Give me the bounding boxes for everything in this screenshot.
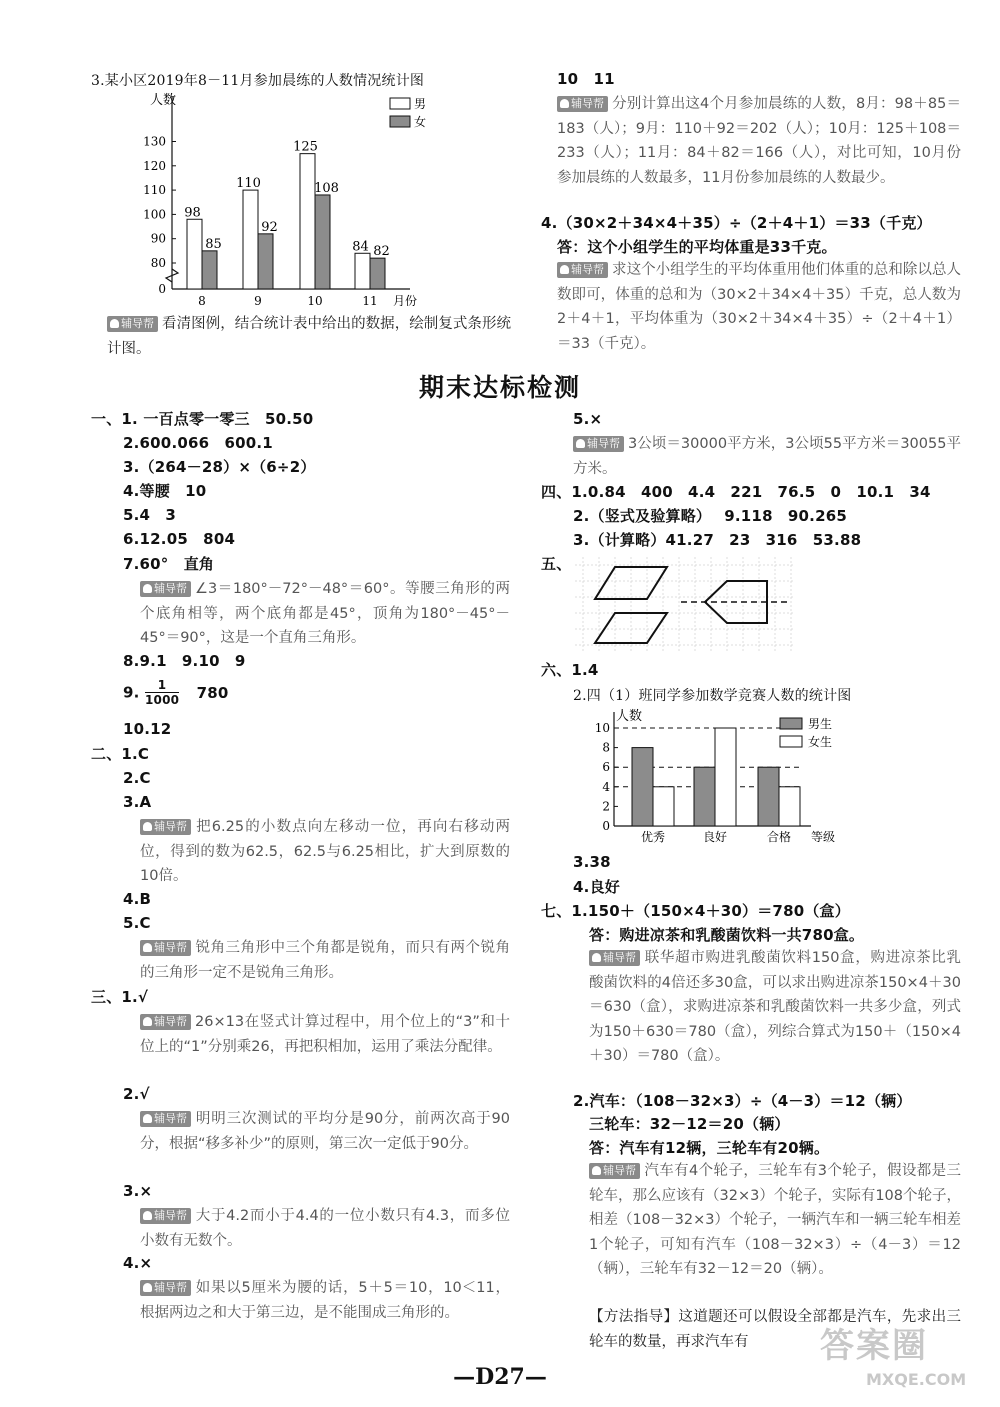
y-tick-label: 0 [602,819,610,833]
tip-badge: 辅导帮 [140,940,191,956]
legend-swatch [390,98,410,109]
y-tick-label: 120 [143,158,166,173]
page-number: —D27— [453,1364,547,1390]
x-tick-label: 良好 [702,830,728,844]
r-s4-3: 3.（计算略）41.27 23 316 53.88 [573,531,862,549]
r-tip-1: 辅导帮 分别计算出这4个月参加晨练的人数，8月：98＋85＝183（人）；9月：110＋92＝202（人）；10月：125＋108＝233（人）；11月：84＋82＝166（人），对比可知，10月份参加晨练的人数最多，11月份参加晨练的人数最少。 [557,96,961,186]
l-s2-4: 4.B [123,890,152,908]
bar-男 [355,253,370,289]
legend-label: 男生 [808,717,833,731]
transform-grid-figure [575,557,795,653]
data-label: 84 [352,239,369,255]
y-tick-label: 6 [602,760,610,775]
data-label: 108 [314,180,339,196]
bar-女生 [779,787,800,826]
l-s3-1: 三、1.√ [91,988,149,1006]
bar-女 [315,195,330,289]
l-s1-9: 9. $\frac{1}{1000}$ 780 [123,678,229,707]
helper-icon [560,265,569,274]
tip-badge: 辅导帮 [140,1111,191,1127]
r-s4-2: 2.（竖式及验算略） 9.118 90.265 [573,507,847,525]
y-tick-label: 110 [143,183,166,198]
x-axis-label: 月份 [393,294,418,308]
tip-badge: 辅导帮 [557,262,608,278]
helper-icon [143,584,152,593]
tip-badge: 辅导帮 [573,436,624,452]
y-tick-label: 10 [594,721,610,735]
l-s2-5: 5.C [123,914,151,932]
method-guide: 【方法指导】这道题还可以假设全部都是汽车，先求出三轮车的数量，再求汽车有 [589,1309,961,1350]
helper-icon [592,953,601,962]
helper-icon [576,439,585,448]
bar-女 [370,258,385,289]
bar-男生 [632,748,653,826]
legend-swatch [780,718,802,729]
fraction: $\frac{1}{1000}$ [144,678,180,707]
l-s1-2: 2.600.066 600.1 [123,434,273,452]
tip-7: 辅导帮 ∠3＝180°－72°－48°＝60°。等腰三角形的两个底角相等，两个底角都是45°，顶角为180°－45°－45°＝90°，这是一个直角三角形。 [140,581,510,646]
l-s1-5: 5.4 3 [123,506,177,524]
x-tick-label: 11 [362,294,378,308]
helper-icon [143,822,152,831]
x-tick-label: 8 [198,294,206,308]
l-s2-3: 3.A [123,793,152,811]
tip-s3-3: 辅导帮 大于4.2而小于4.4的一位小数只有4.3，而多位小数有无数个。 [140,1208,510,1249]
tip-badge: 辅导帮 [140,1208,191,1224]
helper-icon [560,99,569,108]
x-tick-label: 9 [254,294,262,308]
helper-icon [143,1283,152,1292]
l-s3-2: 2.√ [123,1085,150,1103]
x-tick-label: 优秀 [640,830,666,844]
legend-label: 男 [414,97,427,111]
legend-label: 女 [414,115,427,129]
r-s6-4: 4.良好 [573,878,620,896]
tip-s3-5: 辅导帮 3公顷＝30000平方米，3公顷55平方米＝30055平方米。 [573,436,961,477]
l-s2-1: 二、1.C [91,745,150,763]
bar-男生 [694,767,715,826]
bar-女生 [653,787,674,826]
bar-男生 [758,767,779,826]
grid-lines [575,557,795,653]
r-s6-3: 3.38 [573,853,611,871]
morning-exercise-chart [110,88,440,310]
tip-s3-1: 辅导帮 26×13在竖式计算过程中，用个位上的“3”和十位上的“1”分别乘26，再把积相加，运用了乘法分配律。 [140,1014,510,1055]
y-tick-label: 8 [602,740,610,755]
x-tick-label: 合格 [766,830,792,844]
tip-badge: 辅导帮 [140,1014,191,1030]
tip-s2-5: 辅导帮 锐角三角形中三个角都是锐角，而只有两个锐角的三角形一定不是锐角三角形。 [140,940,510,981]
r-s3-5: 5.× [573,410,603,428]
tip-s2-3: 辅导帮 把6.25的小数点向左移动一位，再向右移动两位，得到的数为62.5，62.5与6.25相比，扩大到原数的10倍。 [140,819,510,884]
tip-s7-1: 辅导帮 联华超市购进乳酸菌饮料150盒，购进凉茶比乳酸菌饮料的4倍还多30盒，可以求出购进凉茶150×4＋30＝630（盒），求购进凉茶和乳酸菌饮料一共多少盒，列式为150＋630＝780（盒），列综合算式为150＋（150×4＋30）＝780（盒）。 [589,950,961,1064]
tip-badge: 辅导帮 [140,1280,191,1296]
l-s2-2: 2.C [123,769,151,787]
helper-icon [143,1211,152,1220]
data-label: 92 [261,219,278,235]
watermark-text: 答案圈 [820,1326,928,1366]
q3-chart-caption: 3.某小区2019年8－11月参加晨练的人数情况统计图 [91,73,425,89]
r-q4: 4.（30×2＋34×4＋35）÷（2＋4＋1）＝33（千克） [541,214,932,232]
watermark-url: MXQE.COM [866,1370,967,1389]
l-s1-4: 4.等腰 10 [123,482,207,500]
y-tick-label: 2 [602,799,610,814]
x-axis-label: 等级 [811,830,836,844]
l-s1-7: 7.60° 直角 [123,555,215,573]
legend-swatch [390,116,410,127]
l-s1-10: 10.12 [123,720,172,738]
bar-男 [300,154,315,289]
helper-icon [143,943,152,952]
l-s1-1: 一、1. 一百点零一零三 50.50 [91,410,314,428]
r-q4-answer: 答：这个小组学生的平均体重是33千克。 [557,238,837,256]
tip-badge: 辅导帮 [589,950,640,966]
l-s3-4: 4.× [123,1254,153,1272]
r-s7-1-answer: 答：购进凉茶和乳酸菌饮料一共780盒。 [589,926,865,944]
legend-swatch [780,736,802,747]
tip-badge: 辅导帮 [140,819,191,835]
tip-s3-2: 辅导帮 明明三次测试的平均分是90分，前两次高于90分，根据“移多补少”的原则，第三次一定低于90分。 [140,1111,510,1152]
l-s1-8: 8.9.1 9.10 9 [123,652,246,670]
data-label: 110 [236,176,261,192]
r-s7-2-b: 三轮车：32－12＝20（辆） [589,1115,790,1133]
data-label: 98 [184,205,201,221]
helper-icon [143,1114,152,1123]
bar-女 [258,234,273,289]
tip-s3-4: 辅导帮 如果以5厘米为腰的话，5＋5＝10，10＜11，根据两边之和大于第三边，是不能围成三角形的。 [140,1280,510,1321]
bar-女 [202,251,217,289]
data-label: 82 [373,244,390,260]
l-s3-3: 3.× [123,1182,153,1200]
tip-badge: 辅导帮 [107,316,158,332]
tip-s7-2: 辅导帮 汽车有4个轮子，三轮车有3个轮子，假设都是三轮车，那么应该有（32×3）个轮子，实际有108个轮子，相差（108－32×3）个轮子，一辆汽车和一辆三轮车相差1个轮子，可知有汽车（108－32×3）÷（4－3）＝12（辆），三轮车有32－12＝20（辆）。 [589,1163,961,1277]
y-tick-label: 80 [150,256,166,270]
l-s1-3: 3.（264－28）×（6÷2） [123,458,316,476]
tip-badge: 辅导帮 [557,96,608,112]
y-tick-label: 0 [158,282,166,296]
r-tip-2: 辅导帮 求这个小组学生的平均体重用他们体重的总和除以总人数即可，体重的总和为（30×2＋34×4＋35）千克，总人数为2＋4＋1，平均体重为（30×2＋34×4＋35）÷（2＋4＋1）＝33（千克）。 [557,262,961,352]
x-tick-label: 10 [307,294,323,308]
data-label: 85 [205,236,222,252]
helper-icon [592,1166,601,1175]
tip-badge: 辅导帮 [589,1163,640,1179]
y-tick-label: 90 [150,231,166,246]
bar-男 [187,219,202,289]
y-tick-label: 130 [143,134,166,149]
competition-chart [586,706,856,852]
legend-label: 女生 [808,735,833,749]
r-s7-2: 2.汽车：（108－32×3）÷（4－3）＝12（辆） [573,1092,912,1110]
y-axis-label: 人数 [616,709,643,724]
l-s1-6: 6.12.05 804 [123,530,236,548]
helper-icon [110,319,119,328]
r-s7-2-answer: 答：汽车有12辆，三轮车有20辆。 [589,1139,830,1157]
y-tick-label: 100 [143,207,166,222]
y-tick-label: 4 [602,779,610,794]
q3-tip: 辅导帮 看清图例，结合统计表中给出的数据，绘制复式条形统计图。 [107,316,511,357]
r-s5: 五、 [541,555,572,573]
y-axis-label: 人数 [150,93,177,108]
r-s6-1: 六、1.4 [541,661,599,679]
answer-10-11: 10 11 [557,70,615,88]
bar-男 [243,190,258,289]
helper-icon [143,1017,152,1026]
r-s4-1: 四、1.0.84 400 4.4 221 76.5 0 10.1 34 [541,483,931,501]
r-s6-2: 2.四（1）班同学参加数学竞赛人数的统计图 [573,688,852,704]
section-title: 期末达标检测 [418,373,581,402]
tip-badge: 辅导帮 [140,581,191,597]
bar-女生 [715,728,736,826]
data-label: 125 [293,139,318,155]
r-s7-1: 七、1.150＋（150×4＋30）＝780（盒） [541,902,850,920]
